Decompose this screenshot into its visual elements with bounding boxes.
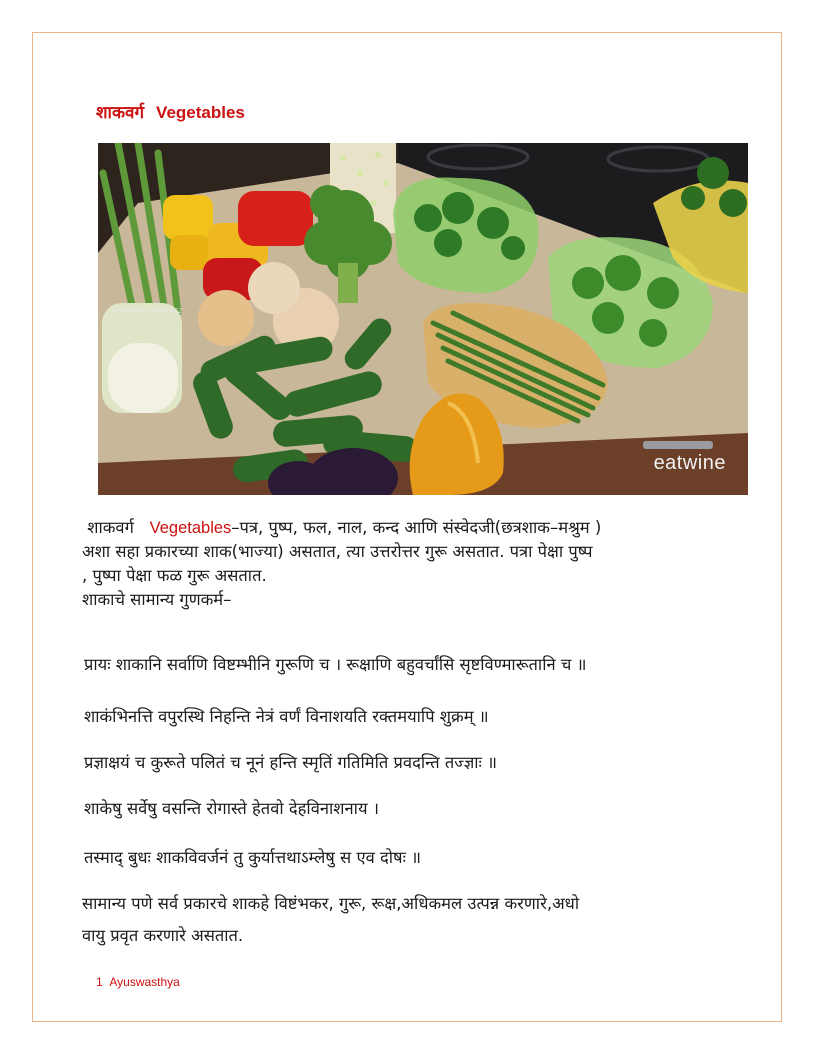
verse-4: शाकेषु सर्वेषु वसन्ति रोगास्ते हेतवो देहविनाशनाय ।	[84, 799, 380, 818]
title-marathi: शाकवर्ग	[96, 103, 145, 123]
footer-site-name: Ayuswasthya	[109, 975, 180, 989]
intro-line-1-rest: –पत्र, पुष्प, फल, नाल, कन्द आणि संस्वेदजी(छत्रशाक–मश्रुम )	[231, 518, 602, 537]
page-title	[96, 100, 245, 123]
summary-line-2: वायु प्रवृत करणारे असतात.	[82, 926, 244, 945]
verse-3: प्रज्ञाक्षयं च कुरूते पलितं च नूनं हन्ति स्मृतिं गतिमिति प्रवदन्ति तज्ज्ञाः ॥	[84, 753, 498, 772]
intro-paragraph	[82, 516, 752, 612]
intro-line-1	[82, 516, 752, 540]
vegetables-photo	[98, 143, 748, 495]
verse-2: शाकंभिनत्ति वपुरस्थि निहन्ति नेत्रं वर्णं विनाशयति रक्तमयापि शुक्रम् ॥	[84, 707, 489, 726]
page-footer	[96, 975, 180, 989]
photo-watermark: eatwine	[653, 452, 726, 474]
intro-lead-english: Vegetables	[149, 519, 232, 537]
vegetables-illustration	[98, 143, 748, 495]
intro-lead: शाकवर्ग	[87, 518, 134, 537]
title-english: Vegetables	[156, 103, 245, 122]
summary-line-1: सामान्य पणे सर्व प्रकारचे शाकहे विष्टंभकर, गुरू, रूक्ष,अधिकमल उत्पन्न करणारे,अधो	[82, 894, 580, 913]
intro-line-3: , पुष्पा पेक्षा फळ गुरू असतात.	[82, 566, 267, 585]
verse-5: तस्माद् बुधः शाकविवर्जनं तु कुर्यात्तथाऽम्लेषु स एव दोषः ॥	[84, 848, 422, 867]
page-number: 1	[96, 975, 103, 989]
photo-credit: © FRANCISCO RAMIREZ	[112, 309, 183, 315]
intro-line-2: अशा सहा प्रकारच्या शाक(भाज्या) असतात, त्या उत्तरोत्तर गुरू असतात. पत्रा पेक्षा पुष्प	[82, 542, 593, 561]
verse-1: प्रायः शाकानि सर्वाणि विष्टम्भीनि गुरूणि च । रूक्षाणि बहुवर्चांसि सृष्टविण्मारूतानि च ॥	[84, 655, 587, 674]
summary-paragraph	[82, 888, 752, 952]
intro-line-4: शाकाचे सामान्य गुणकर्म–	[82, 590, 232, 609]
